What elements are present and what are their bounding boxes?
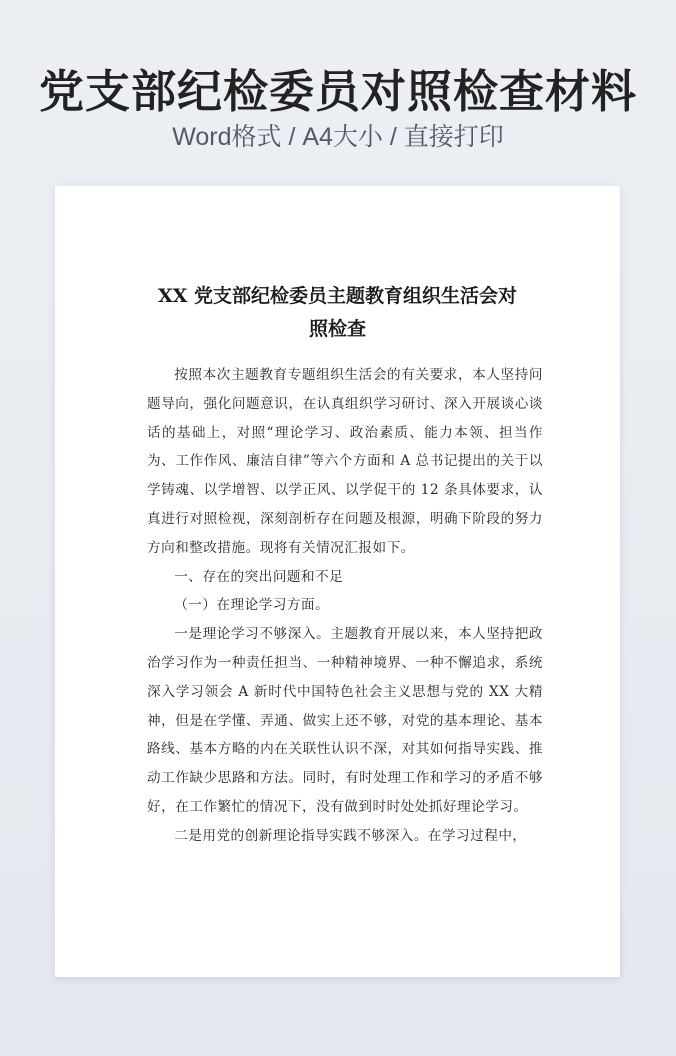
- banner-title: 党支部纪检委员对照检查材料: [38, 65, 637, 118]
- subsection-heading: （一）在理论学习方面。: [174, 597, 330, 614]
- document-body: [147, 361, 543, 851]
- section-heading: 一、存在的突出问题和不足: [174, 568, 344, 585]
- banner: [0, 0, 676, 180]
- banner-subtitle: Word格式 / A4大小 / 直接打印: [172, 123, 504, 151]
- paragraph-point-one: 一是理论学习不够深入。主题教育开展以来，本人坚持把政治学习作为一种责任担当、一种精神境界、一种不懈追求，系统深入学习领会 A 新时代中国特色社会主义思想与党的 XX 大精神，但是在学懂、弄通、做实上还不够，对党的基本理论、基本路线、基本方略的内在关联性认识不深，对其如何指导实践、推动工作缺少思路和方法。同时，有时处理工作和学习的矛盾不够好，在工作繁忙的情况下，没有做到时时处处抓好理论学习。: [147, 626, 543, 815]
- paragraph-intro: 按照本次主题教育专题组织生活会的有关要求，本人坚持问题导向，强化问题意识，在认真组织学习研讨、深入开展谈心谈话的基础上，对照“理论学习、政治素质、能力本领、担当作为、工作作风、廉洁自律”等六个方面和 A 总书记提出的关于以学铸魂、以学增智、以学正风、以学促干的 12 条具体要求，认真进行对照检视，深刻剖析存在问题及根源，明确下阶段的努力方向和整改措施。现将有关情况汇报如下。: [147, 367, 543, 556]
- document-page: [55, 186, 620, 977]
- paragraph-point-two: 二是用党的创新理论指导实践不够深入。在学习过程中，: [174, 827, 527, 844]
- document-title: XX 党支部纪检委员主题教育组织生活会对 照检查: [157, 285, 518, 340]
